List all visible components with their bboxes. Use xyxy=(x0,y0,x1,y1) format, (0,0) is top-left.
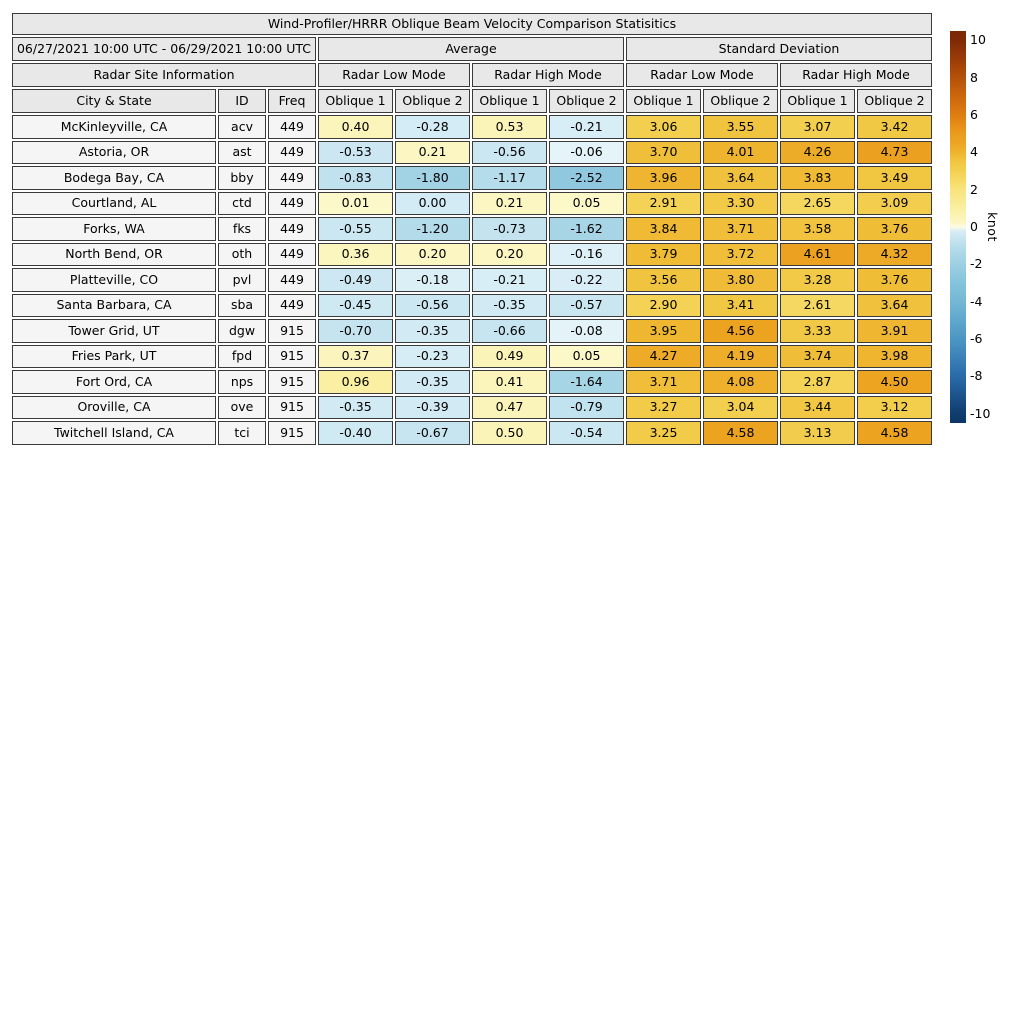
city-cell: Twitchell Island, CA xyxy=(12,421,216,445)
avg-value-cell: -0.21 xyxy=(549,115,624,139)
std-value-cell: 3.12 xyxy=(857,396,932,420)
avg-value-cell: 0.96 xyxy=(318,370,393,394)
table-title: Wind-Profiler/HRRR Oblique Beam Velocity Comparison Statisitics xyxy=(12,13,932,35)
avg-value-cell: 0.21 xyxy=(395,141,470,165)
std-value-cell: 4.26 xyxy=(780,141,855,165)
colorbar-tick-label: -6 xyxy=(970,330,983,346)
id-cell: fpd xyxy=(218,345,266,369)
avg-value-cell: 0.21 xyxy=(472,192,547,216)
std-value-cell: 2.65 xyxy=(780,192,855,216)
city-cell: Courtland, AL xyxy=(12,192,216,216)
colorbar-tick-label: -10 xyxy=(970,405,991,421)
col-header-oblique1: Oblique 1 xyxy=(472,89,547,113)
table-row xyxy=(12,243,932,267)
city-cell: Bodega Bay, CA xyxy=(12,166,216,190)
avg-value-cell: -0.54 xyxy=(549,421,624,445)
avg-value-cell: 0.00 xyxy=(395,192,470,216)
std-value-cell: 3.96 xyxy=(626,166,701,190)
std-value-cell: 3.44 xyxy=(780,396,855,420)
site-info-header: Radar Site Information xyxy=(12,63,316,87)
std-value-cell: 4.56 xyxy=(703,319,778,343)
std-value-cell: 3.76 xyxy=(857,268,932,292)
avg-value-cell: -1.17 xyxy=(472,166,547,190)
std-value-cell: 3.55 xyxy=(703,115,778,139)
avg-value-cell: 0.20 xyxy=(472,243,547,267)
table-row xyxy=(12,294,932,318)
group-header-standard-deviation: Standard Deviation xyxy=(626,37,932,61)
std-value-cell: 3.42 xyxy=(857,115,932,139)
avg-value-cell: 0.37 xyxy=(318,345,393,369)
avg-value-cell: -0.66 xyxy=(472,319,547,343)
std-value-cell: 3.64 xyxy=(857,294,932,318)
colorbar-tick-label: 6 xyxy=(970,106,978,122)
std-value-cell: 2.91 xyxy=(626,192,701,216)
id-cell: fks xyxy=(218,217,266,241)
std-value-cell: 3.83 xyxy=(780,166,855,190)
table-row xyxy=(12,166,932,190)
std-value-cell: 3.72 xyxy=(703,243,778,267)
avg-value-cell: 0.36 xyxy=(318,243,393,267)
avg-value-cell: -0.49 xyxy=(318,268,393,292)
id-cell: acv xyxy=(218,115,266,139)
std-value-cell: 2.87 xyxy=(780,370,855,394)
avg-value-cell: -1.80 xyxy=(395,166,470,190)
freq-cell: 915 xyxy=(268,345,316,369)
avg-value-cell: -2.52 xyxy=(549,166,624,190)
id-cell: ctd xyxy=(218,192,266,216)
avg-value-cell: -1.62 xyxy=(549,217,624,241)
avg-value-cell: -0.67 xyxy=(395,421,470,445)
avg-value-cell: -0.06 xyxy=(549,141,624,165)
avg-value-cell: -0.35 xyxy=(472,294,547,318)
colorbar-tick-label: -4 xyxy=(970,293,983,309)
std-value-cell: 4.61 xyxy=(780,243,855,267)
table-row xyxy=(12,89,932,113)
colorbar-tick-label: 10 xyxy=(970,32,986,48)
std-value-cell: 4.08 xyxy=(703,370,778,394)
std-value-cell: 3.71 xyxy=(626,370,701,394)
col-header-city-state: City & State xyxy=(12,89,216,113)
std-value-cell: 2.61 xyxy=(780,294,855,318)
avg-value-cell: 0.50 xyxy=(472,421,547,445)
city-cell: McKinleyville, CA xyxy=(12,115,216,139)
std-value-cell: 4.32 xyxy=(857,243,932,267)
city-cell: Forks, WA xyxy=(12,217,216,241)
freq-cell: 449 xyxy=(268,217,316,241)
std-value-cell: 3.04 xyxy=(703,396,778,420)
std-value-cell: 3.71 xyxy=(703,217,778,241)
avg-value-cell: -0.35 xyxy=(395,370,470,394)
std-value-cell: 3.79 xyxy=(626,243,701,267)
avg-value-cell: 0.01 xyxy=(318,192,393,216)
avg-value-cell: -1.64 xyxy=(549,370,624,394)
std-value-cell: 3.25 xyxy=(626,421,701,445)
col-header-oblique1: Oblique 1 xyxy=(626,89,701,113)
col-header-oblique2: Oblique 2 xyxy=(857,89,932,113)
std-value-cell: 3.76 xyxy=(857,217,932,241)
avg-value-cell: -0.22 xyxy=(549,268,624,292)
avg-value-cell: -0.79 xyxy=(549,396,624,420)
avg-value-cell: -0.39 xyxy=(395,396,470,420)
avg-value-cell: -0.57 xyxy=(549,294,624,318)
std-value-cell: 3.30 xyxy=(703,192,778,216)
std-value-cell: 3.07 xyxy=(780,115,855,139)
id-cell: oth xyxy=(218,243,266,267)
avg-value-cell: 0.05 xyxy=(549,345,624,369)
id-cell: tci xyxy=(218,421,266,445)
city-cell: Platteville, CO xyxy=(12,268,216,292)
city-cell: Santa Barbara, CA xyxy=(12,294,216,318)
id-cell: dgw xyxy=(218,319,266,343)
freq-cell: 915 xyxy=(268,396,316,420)
avg-value-cell: -0.53 xyxy=(318,141,393,165)
std-value-cell: 3.80 xyxy=(703,268,778,292)
mode-header-low-std: Radar Low Mode xyxy=(626,63,778,87)
table-row xyxy=(12,421,932,445)
table-row xyxy=(12,192,932,216)
std-value-cell: 3.84 xyxy=(626,217,701,241)
freq-cell: 449 xyxy=(268,243,316,267)
id-cell: nps xyxy=(218,370,266,394)
std-value-cell: 4.58 xyxy=(857,421,932,445)
freq-cell: 449 xyxy=(268,141,316,165)
std-value-cell: 4.58 xyxy=(703,421,778,445)
std-value-cell: 3.58 xyxy=(780,217,855,241)
table-row xyxy=(12,370,932,394)
table-row xyxy=(12,63,932,87)
std-value-cell: 3.13 xyxy=(780,421,855,445)
col-header-oblique1: Oblique 1 xyxy=(780,89,855,113)
avg-value-cell: -0.16 xyxy=(549,243,624,267)
avg-value-cell: -0.08 xyxy=(549,319,624,343)
avg-value-cell: -0.23 xyxy=(395,345,470,369)
id-cell: pvl xyxy=(218,268,266,292)
city-cell: Fort Ord, CA xyxy=(12,370,216,394)
col-header-oblique1: Oblique 1 xyxy=(318,89,393,113)
avg-value-cell: -0.18 xyxy=(395,268,470,292)
id-cell: bby xyxy=(218,166,266,190)
freq-cell: 915 xyxy=(268,319,316,343)
std-value-cell: 4.01 xyxy=(703,141,778,165)
id-cell: ast xyxy=(218,141,266,165)
avg-value-cell: -0.21 xyxy=(472,268,547,292)
avg-value-cell: 0.49 xyxy=(472,345,547,369)
col-header-oblique2: Oblique 2 xyxy=(395,89,470,113)
colorbar-gradient xyxy=(950,31,966,423)
table-row xyxy=(12,141,932,165)
std-value-cell: 4.27 xyxy=(626,345,701,369)
table-row xyxy=(12,13,932,35)
colorbar-axis-label: knot xyxy=(985,212,1000,242)
avg-value-cell: -0.35 xyxy=(318,396,393,420)
std-value-cell: 3.28 xyxy=(780,268,855,292)
colorbar-tick-label: 4 xyxy=(970,144,978,160)
std-value-cell: 3.91 xyxy=(857,319,932,343)
city-cell: Fries Park, UT xyxy=(12,345,216,369)
freq-cell: 449 xyxy=(268,294,316,318)
avg-value-cell: 0.20 xyxy=(395,243,470,267)
colorbar-tick-label: -8 xyxy=(970,368,983,384)
std-value-cell: 3.06 xyxy=(626,115,701,139)
table-row xyxy=(12,115,932,139)
avg-value-cell: 0.47 xyxy=(472,396,547,420)
avg-value-cell: -0.83 xyxy=(318,166,393,190)
std-value-cell: 4.73 xyxy=(857,141,932,165)
city-cell: Oroville, CA xyxy=(12,396,216,420)
avg-value-cell: -0.56 xyxy=(395,294,470,318)
avg-value-cell: -0.40 xyxy=(318,421,393,445)
table-row xyxy=(12,319,932,343)
std-value-cell: 3.41 xyxy=(703,294,778,318)
std-value-cell: 3.09 xyxy=(857,192,932,216)
freq-cell: 449 xyxy=(268,192,316,216)
freq-cell: 915 xyxy=(268,421,316,445)
colorbar-tick-label: 0 xyxy=(970,218,978,234)
colorbar xyxy=(950,31,1024,423)
table-row xyxy=(12,268,932,292)
col-header-id: ID xyxy=(218,89,266,113)
statistics-table xyxy=(10,11,934,447)
avg-value-cell: -1.20 xyxy=(395,217,470,241)
col-header-oblique2: Oblique 2 xyxy=(703,89,778,113)
colorbar-tick-label: 8 xyxy=(970,69,978,85)
avg-value-cell: -0.45 xyxy=(318,294,393,318)
freq-cell: 915 xyxy=(268,370,316,394)
city-cell: Astoria, OR xyxy=(12,141,216,165)
mode-header-high-std: Radar High Mode xyxy=(780,63,932,87)
avg-value-cell: -0.73 xyxy=(472,217,547,241)
mode-header-high-avg: Radar High Mode xyxy=(472,63,624,87)
std-value-cell: 3.49 xyxy=(857,166,932,190)
table-row xyxy=(12,217,932,241)
colorbar-tick-label: -2 xyxy=(970,256,983,272)
avg-value-cell: 0.41 xyxy=(472,370,547,394)
table-row xyxy=(12,345,932,369)
avg-value-cell: -0.28 xyxy=(395,115,470,139)
id-cell: ove xyxy=(218,396,266,420)
city-cell: Tower Grid, UT xyxy=(12,319,216,343)
freq-cell: 449 xyxy=(268,166,316,190)
std-value-cell: 3.56 xyxy=(626,268,701,292)
table-row xyxy=(12,396,932,420)
table-row xyxy=(12,37,932,61)
freq-cell: 449 xyxy=(268,268,316,292)
std-value-cell: 3.64 xyxy=(703,166,778,190)
colorbar-tick-label: 2 xyxy=(970,181,978,197)
std-value-cell: 3.27 xyxy=(626,396,701,420)
avg-value-cell: -0.70 xyxy=(318,319,393,343)
std-value-cell: 3.95 xyxy=(626,319,701,343)
std-value-cell: 4.19 xyxy=(703,345,778,369)
std-value-cell: 3.33 xyxy=(780,319,855,343)
avg-value-cell: -0.55 xyxy=(318,217,393,241)
std-value-cell: 4.50 xyxy=(857,370,932,394)
avg-value-cell: -0.35 xyxy=(395,319,470,343)
std-value-cell: 3.98 xyxy=(857,345,932,369)
col-header-oblique2: Oblique 2 xyxy=(549,89,624,113)
mode-header-low-avg: Radar Low Mode xyxy=(318,63,470,87)
avg-value-cell: 0.53 xyxy=(472,115,547,139)
avg-value-cell: 0.40 xyxy=(318,115,393,139)
city-cell: North Bend, OR xyxy=(12,243,216,267)
avg-value-cell: 0.05 xyxy=(549,192,624,216)
id-cell: sba xyxy=(218,294,266,318)
std-value-cell: 2.90 xyxy=(626,294,701,318)
avg-value-cell: -0.56 xyxy=(472,141,547,165)
date-range-cell: 06/27/2021 10:00 UTC - 06/29/2021 10:00 UTC xyxy=(12,37,316,61)
std-value-cell: 3.74 xyxy=(780,345,855,369)
std-value-cell: 3.70 xyxy=(626,141,701,165)
freq-cell: 449 xyxy=(268,115,316,139)
col-header-freq: Freq xyxy=(268,89,316,113)
group-header-average: Average xyxy=(318,37,624,61)
